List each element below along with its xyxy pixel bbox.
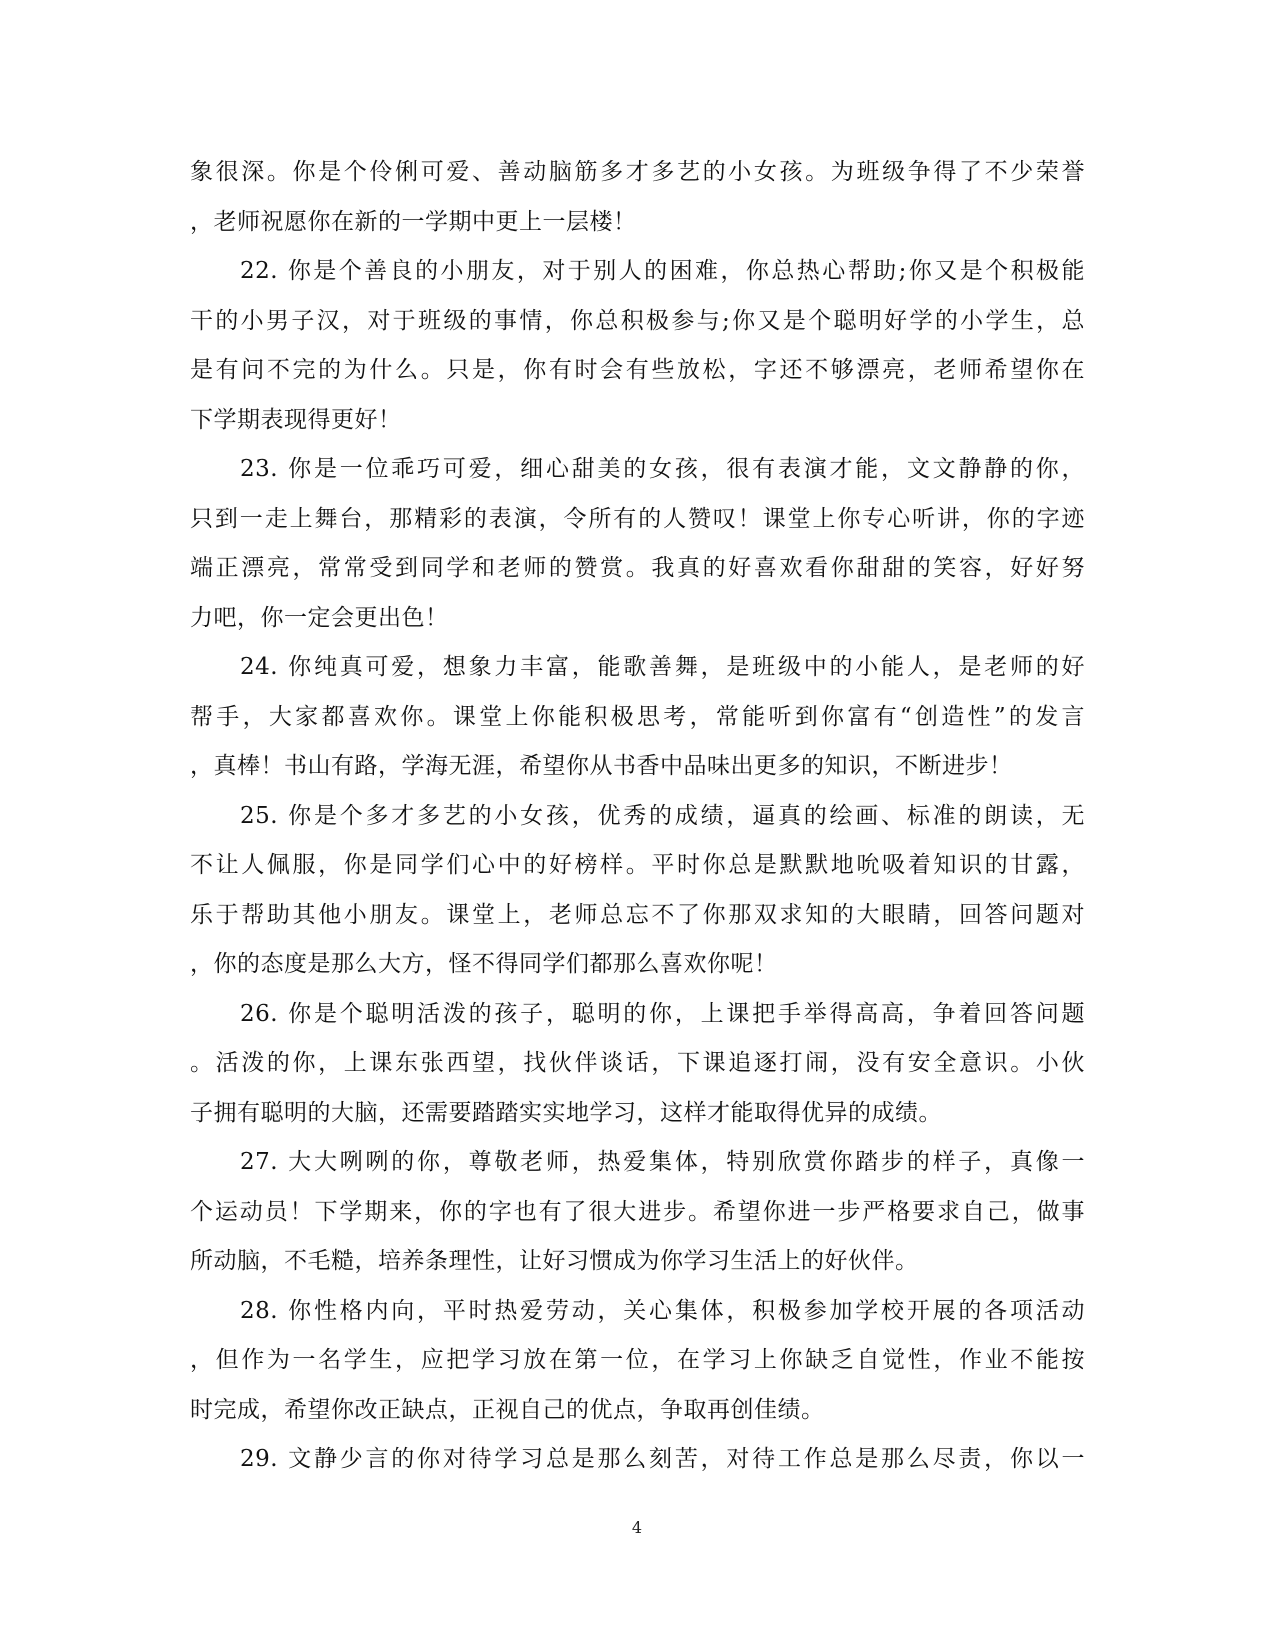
text-line: 子拥有聪明的大脑，还需要踏踏实实地学习，这样才能取得优异的成绩。 <box>190 1099 942 1126</box>
document-body <box>190 148 1085 1485</box>
text-line: 29. 文静少言的你对待学习总是那么刻苦，对待工作总是那么尽责，你以一 <box>240 1446 1085 1472</box>
text-line: 不让人佩服，你是同学们心中的好榜样。平时你总是默默地吮吸着知识的甘露， <box>190 852 1085 878</box>
text-line: 23. 你是一位乖巧可爱，细心甜美的女孩，很有表演才能，文文静静的你， <box>240 456 1085 482</box>
text-line: ，但作为一名学生，应把学习放在第一位，在学习上你缺乏自觉性，作业不能按 <box>190 1347 1085 1373</box>
text-line: 时完成，希望你改正缺点，正视自己的优点，争取再创佳绩。 <box>190 1396 825 1423</box>
text-line: 所动脑，不毛糙，培养条理性，让好习惯成为你学习生活上的好伙伴。 <box>190 1248 919 1274</box>
text-line: ，真棒！书山有路，学海无涯，希望你从书香中品味出更多的知识，不断进步！ <box>190 753 1013 779</box>
text-line: 象很深。你是个伶俐可爱、善动脑筋多才多艺的小女孩。为班级争得了不少荣誉 <box>190 159 1085 185</box>
text-line: 26. 你是个聪明活泼的孩子，聪明的你，上课把手举得高高，争着回答问题 <box>240 1000 1085 1027</box>
text-line: 28. 你性格内向，平时热爱劳动，关心集体，积极参加学校开展的各项活动 <box>240 1297 1085 1324</box>
text-line: 个运动员！下学期来，你的字也有了很大进步。希望你进一步严格要求自己，做事 <box>190 1198 1085 1225</box>
text-line: 是有问不完的为什么。只是，你有时会有些放松，字还不够漂亮，老师希望你在 <box>190 357 1085 383</box>
text-line: ，老师祝愿你在新的一学期中更上一层楼！ <box>190 208 637 235</box>
text-line: 25. 你是个多才多艺的小女孩，优秀的成绩，逼真的绘画、标准的朗读，无 <box>240 802 1085 829</box>
text-line: 24. 你纯真可爱，想象力丰富，能歌善舞，是班级中的小能人，是老师的好 <box>240 654 1085 680</box>
text-line: 干的小男子汉，对于班级的事情，你总积极参与;你又是个聪明好学的小学生，总 <box>190 307 1085 334</box>
text-line: 乐于帮助其他小朋友。课堂上，老师总忘不了你那双求知的大眼睛，回答问题对 <box>190 901 1085 928</box>
text-line: 只到一走上舞台，那精彩的表演，令所有的人赞叹！课堂上你专心听讲，你的字迹 <box>190 505 1085 532</box>
text-line: 帮手，大家都喜欢你。课堂上你能积极思考，常能听到你富有“创造性”的发言 <box>190 703 1085 730</box>
text-line: 端正漂亮，常常受到同学和老师的赞赏。我真的好喜欢看你甜甜的笑容，好好努 <box>190 555 1085 581</box>
text-line: 下学期表现得更好！ <box>190 406 402 433</box>
text-line: ，你的态度是那么大方，怪不得同学们都那么喜欢你呢！ <box>190 951 778 977</box>
text-line: 22. 你是个善良的小朋友，对于别人的困难，你总热心帮助;你又是个积极能 <box>240 258 1085 284</box>
page-number: 4 <box>631 1518 643 1537</box>
text-line: 力吧，你一定会更出色！ <box>190 604 449 631</box>
text-line: 27. 大大咧咧的你，尊敬老师，热爱集体，特别欣赏你踏步的样子，真像一 <box>240 1149 1085 1175</box>
text-line: 。活泼的你，上课东张西望，找伙伴谈话，下课追逐打闹，没有安全意识。小伙 <box>190 1050 1085 1076</box>
